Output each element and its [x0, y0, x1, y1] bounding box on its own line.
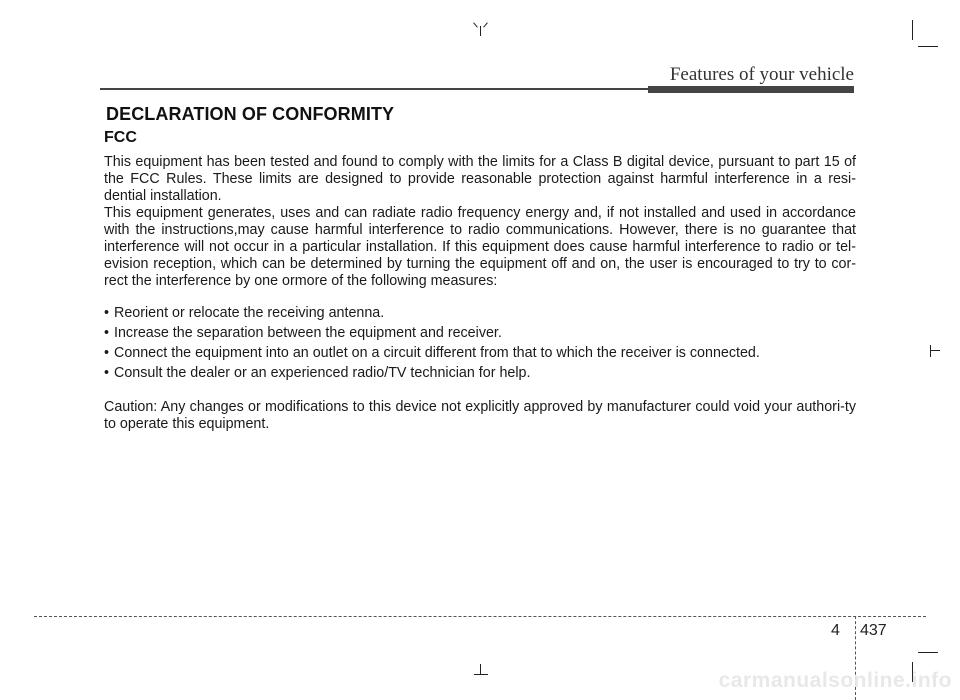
list-item-text: Increase the separation between the equipment and receiver.	[114, 325, 502, 341]
measures-list	[104, 303, 864, 383]
bullet-icon: •	[104, 305, 110, 321]
paragraph-interference: This equipment generates, uses and can radiate radio frequency energy and, if not installed and used in accordance with the instructions,may cause harmful interference to radio communications. However, there is no guarantee that interference will not occur in a particular installation. If this equipment does cause harmful interference to radio or tel-evision reception, which can be determined by turning the equipment off and on, the user is encouraged to try to cor-rect the interference by one ormore of the following measures:	[104, 205, 856, 289]
section-title: DECLARATION OF CONFORMITY	[106, 104, 395, 124]
footer-rule	[34, 616, 926, 617]
list-item-text: Consult the dealer or an experienced radio/TV technician for help.	[114, 365, 531, 381]
bullet-icon: •	[104, 365, 110, 381]
paragraph-caution: Caution: Any changes or modifications to this device not explicitly approved by manufacturer could void your authori-ty to operate this equipment.	[104, 399, 856, 432]
list-item	[104, 363, 864, 383]
list-item	[104, 303, 864, 323]
header-rule	[100, 88, 650, 90]
header-rule-accent	[648, 86, 854, 93]
list-item-text: Reorient or relocate the receiving antenna.	[114, 305, 385, 321]
list-item	[104, 343, 864, 363]
paragraph-compliance: This equipment has been tested and found to comply with the limits for a Class B digital device, pursuant to part 15 of the FCC Rules. These limits are designed to provide reasonable protection against harmful interference in a resi-dential installation.	[104, 154, 856, 204]
list-item	[104, 323, 864, 343]
list-item-text: Connect the equipment into an outlet on a circuit different from that to which the receiver is connected.	[114, 345, 760, 361]
watermark: carmanualsonline.info	[718, 669, 952, 692]
bullet-icon: •	[104, 325, 110, 341]
section-number: 4	[831, 622, 840, 639]
running-head: Features of your vehicle	[669, 64, 854, 85]
section-subtitle: FCC	[104, 129, 137, 146]
bullet-icon: •	[104, 345, 110, 361]
page-number: 437	[860, 622, 887, 639]
